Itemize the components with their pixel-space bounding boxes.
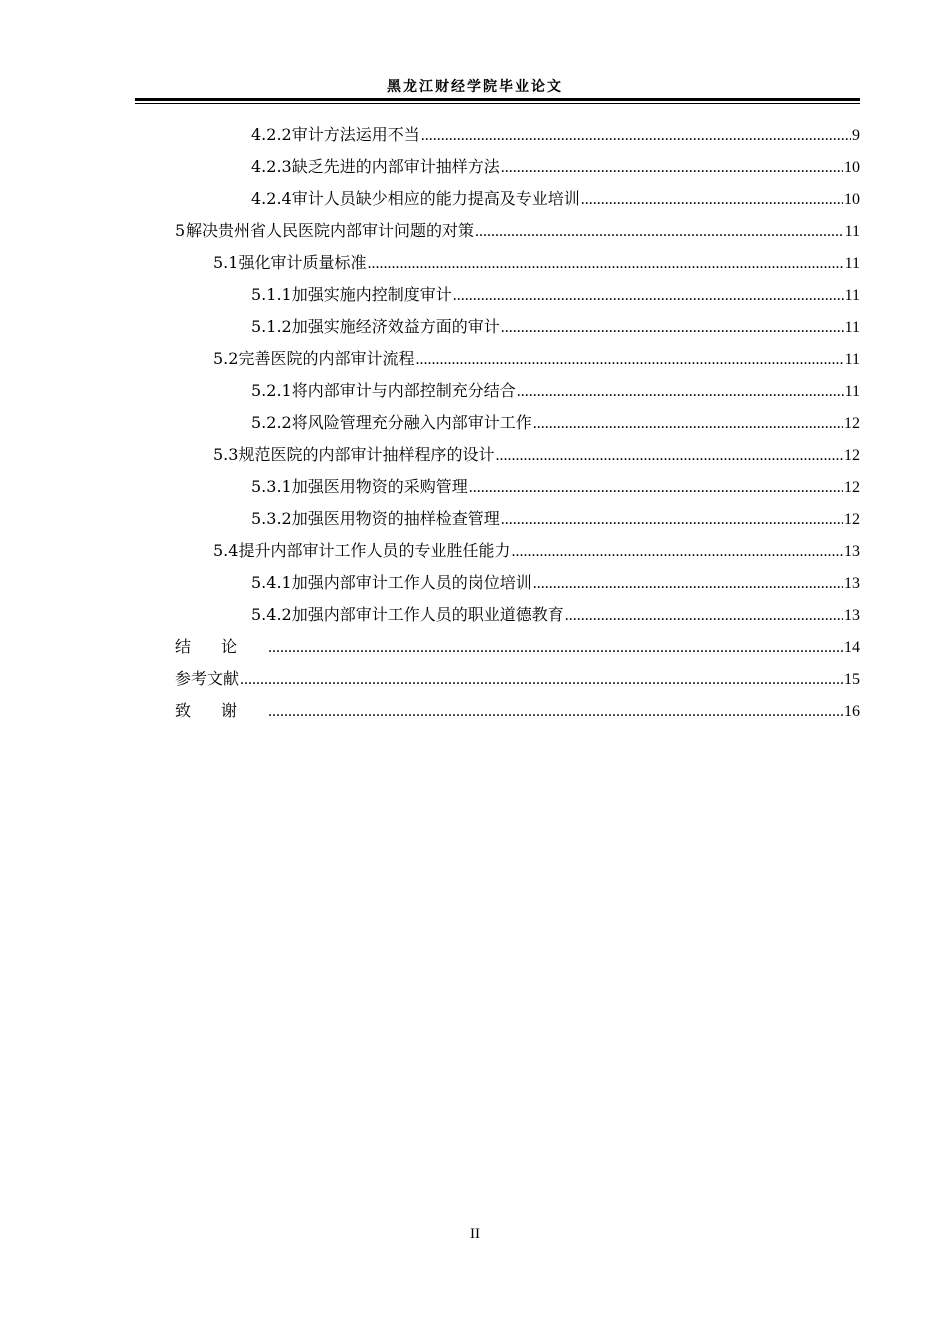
- toc-entry-page: 11: [844, 255, 860, 272]
- toc-entry-page: 13: [844, 575, 860, 592]
- toc-dot-leader: [421, 120, 851, 152]
- toc-dot-leader: [367, 248, 843, 280]
- toc-entry-number: 5.3: [213, 445, 239, 464]
- toc-entry-page: 12: [844, 447, 860, 464]
- toc-entry[interactable]: [175, 279, 860, 311]
- toc-entry-page: 11: [844, 351, 860, 368]
- table-of-contents: [175, 119, 860, 727]
- toc-entry[interactable]: [175, 215, 860, 247]
- toc-dot-leader: [469, 472, 843, 504]
- toc-dot-leader: [415, 344, 843, 376]
- toc-entry-title: 结论: [175, 637, 268, 656]
- header-rule-thick: [135, 98, 860, 101]
- toc-entry[interactable]: [175, 247, 860, 279]
- toc-entry-page: 12: [844, 415, 860, 432]
- toc-dot-leader: [268, 632, 843, 664]
- toc-entry-page: 11: [844, 223, 860, 240]
- toc-entry-page: 13: [844, 543, 860, 560]
- toc-entry[interactable]: [175, 183, 860, 215]
- toc-dot-leader: [240, 664, 843, 696]
- toc-dot-leader: [453, 280, 844, 312]
- toc-entry-title: 缺乏先进的内部审计抽样方法: [291, 157, 500, 176]
- toc-entry[interactable]: [175, 535, 860, 567]
- toc-entry[interactable]: [175, 311, 860, 343]
- toc-entry-title: 加强医用物资的采购管理: [291, 477, 468, 496]
- toc-entry-title: 加强医用物资的抽样检查管理: [291, 509, 500, 528]
- toc-entry-page: 10: [844, 159, 860, 176]
- toc-entry-title: 加强内部审计工作人员的岗位培训: [291, 573, 532, 592]
- toc-entry-page: 16: [844, 703, 860, 720]
- toc-entry-title: 加强内部审计工作人员的职业道德教育: [291, 605, 564, 624]
- running-header-title: 黑龙江财经学院毕业论文: [387, 79, 563, 95]
- toc-entry-title: 完善医院的内部审计流程: [238, 349, 415, 368]
- toc-entry[interactable]: [175, 567, 860, 599]
- toc-entry[interactable]: [175, 503, 860, 535]
- toc-entry-number: 5.4.2: [251, 605, 292, 624]
- toc-dot-leader: [501, 504, 843, 536]
- toc-entry-page: 13: [844, 607, 860, 624]
- toc-entry-page: 12: [844, 511, 860, 528]
- toc-entry-number: 5.4: [213, 541, 239, 560]
- toc-entry-number: 5.3.2: [251, 509, 292, 528]
- toc-dot-leader: [565, 600, 843, 632]
- toc-entry-page: 11: [844, 287, 860, 304]
- toc-entry-title: 审计方法运用不当: [291, 125, 420, 144]
- toc-entry[interactable]: [175, 599, 860, 631]
- toc-entry[interactable]: [175, 407, 860, 439]
- toc-entry-page: 12: [844, 479, 860, 496]
- toc-dot-leader: [475, 216, 844, 248]
- toc-entry-title: 加强实施内控制度审计: [291, 285, 452, 304]
- toc-entry-title: 参考文献: [175, 669, 240, 688]
- toc-entry-page: 10: [844, 191, 860, 208]
- toc-entry-number: 5.2: [213, 349, 239, 368]
- toc-dot-leader: [533, 568, 843, 600]
- toc-entry-number: 4.2.4: [251, 189, 292, 208]
- toc-entry-number: 5.4.1: [251, 573, 292, 592]
- toc-entry-number: 4.2.2: [251, 125, 292, 144]
- toc-entry-number: 4.2.3: [251, 157, 292, 176]
- toc-entry[interactable]: [175, 343, 860, 375]
- toc-entry-page: 11: [844, 319, 860, 336]
- toc-entry-page: 14: [844, 639, 860, 656]
- toc-entry[interactable]: [175, 119, 860, 151]
- toc-entry-number: 5.2.1: [251, 381, 292, 400]
- toc-entry-title: 将风险管理充分融入内部审计工作: [291, 413, 532, 432]
- toc-entry-title: 解决贵州省人民医院内部审计问题的对策: [185, 221, 474, 240]
- toc-entry[interactable]: [175, 151, 860, 183]
- toc-dot-leader: [517, 376, 844, 408]
- toc-entry-title: 将内部审计与内部控制充分结合: [291, 381, 516, 400]
- toc-entry[interactable]: [175, 695, 860, 727]
- toc-dot-leader: [581, 184, 843, 216]
- toc-entry-page: 9: [852, 127, 860, 144]
- toc-entry[interactable]: [175, 439, 860, 471]
- toc-entry-number: 5.1: [213, 253, 239, 272]
- toc-entry[interactable]: [175, 631, 860, 663]
- toc-dot-leader: [501, 312, 844, 344]
- toc-entry-title: 规范医院的内部审计抽样程序的设计: [238, 445, 495, 464]
- toc-entry[interactable]: [175, 375, 860, 407]
- toc-dot-leader: [495, 440, 843, 472]
- toc-entry-number: 5.2.2: [251, 413, 292, 432]
- toc-dot-leader: [511, 536, 843, 568]
- toc-entry-title: 加强实施经济效益方面的审计: [291, 317, 500, 336]
- toc-entry-number: 5.1.1: [251, 285, 292, 304]
- toc-entry-page: 11: [844, 383, 860, 400]
- toc-entry-number: 5: [175, 221, 186, 240]
- toc-entry-title: 致谢: [175, 701, 268, 720]
- toc-entry[interactable]: [175, 663, 860, 695]
- toc-dot-leader: [268, 696, 843, 728]
- toc-entry-page: 15: [844, 671, 860, 688]
- page-number: II: [470, 1226, 480, 1242]
- toc-dot-leader: [501, 152, 843, 184]
- toc-dot-leader: [533, 408, 843, 440]
- header-rule-thin: [135, 103, 860, 104]
- toc-entry-title: 审计人员缺少相应的能力提高及专业培训: [291, 189, 580, 208]
- toc-entry-number: 5.1.2: [251, 317, 292, 336]
- toc-entry-title: 强化审计质量标准: [238, 253, 367, 272]
- toc-entry[interactable]: [175, 471, 860, 503]
- toc-entry-title: 提升内部审计工作人员的专业胜任能力: [238, 541, 511, 560]
- toc-entry-number: 5.3.1: [251, 477, 292, 496]
